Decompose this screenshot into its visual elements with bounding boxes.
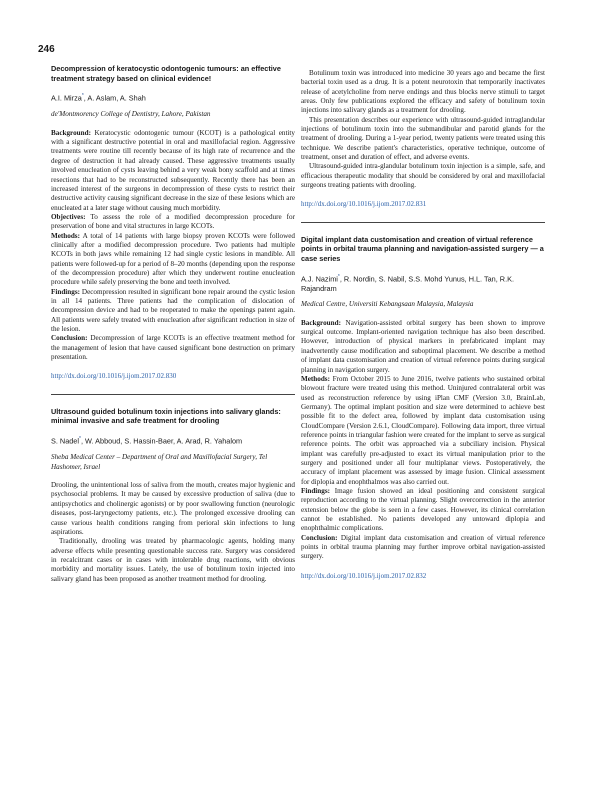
article-title: Decompression of keratocystic odontogenic tumours: an effective treatment strategy based on clinical evidence! [51,64,281,83]
doi-link[interactable]: http://dx.doi.org/10.1016/j.ijom.2017.02.831 [301,200,427,209]
article-authors: A.I. Mirza*, A. Aslam, A. Shah [51,93,146,103]
divider [301,222,545,223]
abstract-background: Background: Keratocystic odontogenic tumour (KCOT) is a pathological entity with a significant destructive potential in oral and maxillofacial region. Aggressive treatments were routine till recently because of its high rate of recurrence and the degree of destruction it had already caused. These aggressive treatments usually involved enucleation of cysts leaving behind a very weak bony scaffold and at times resections that had to be reconstructed subsequently. Recently there has been an increased interest of the surgeons in decompression of these cysts to restrict their destructive activity causing significant decrease in the size of these lesions which are enucleated at a later stage without causing much morbidity. [51,128,295,212]
abstract-findings: Findings: Image fusion showed an ideal positioning and consistent surgical reproduction according to the virtual planning. Slight overcorrection in the anterior extension below the globe is seen in a few cases. However, its clinical correlation cannot be established. No patients developed any untoward diplopia and enophthalmic complications. [301,486,545,533]
abstract-background: Background: Navigation-assisted orbital surgery has been shown to improve surgical outcome. Implant-oriented navigation technique has also been described. However, introduction of physical markers in prefabricated implant may inadvertently cause modification and suboptimal placement. We describe a method of implant data customisation and creation of virtual reference points during surgical planning in navigation surgery. [301,318,545,374]
abstract-methods: Methods: From October 2015 to June 2016, twelve patients who sustained orbital blowout fracture were treated using this method. Uninjured contralateral orbit was used as reconstruction reference by using iPlan CMF (Version 3.0, BrainLab, Germany). The optimal implant position and size were determined to achieve best possible fit to the defect area, followed by implant data customisation using CloudCompare (Version 2.6.1, CloudCompare). Following data import, three virtual reference points in triangular fashion were created for the implant to serve as surgical reference points. The orbit was approached via a subciliary incision. Physical implant was carefully pre-adjusted to exact its virtual manipulation prior to the surgery and positioned under all four multiplanar views. Postoperatively, the accuracy of implant placement was assessed by image fusion. Clinical assessment for diplopia and enophthalmos was also carried out. [301,374,545,486]
body-paragraph: This presentation describes our experience with ultrasound-guided intraglandular injections of botulinum toxin into the submandibular and parotid glands for the treatment of drooling. During a 1-year period, twenty patients were treated using this technique. We describe patient's characteristics, operative technique, outcome of treatment, onset and duration of effect, and adverse events. [301,115,545,162]
right-column [301,69,545,581]
abstract-methods: Methods: A total of 14 patients with large biopsy proven KCOTs were followed clinically after a modified decompression procedure. Two patients had multiple KCOTs in both jaws while remaining 12 had single cystic lesions in mandible. All patients were followed-up for a period of 8–20 months (depending upon the response of the decompression procedure) after which they underwent routine enucleation procedure while safely preserving the bone and teeth involved. [51,231,295,287]
corresponding-author-mark[interactable]: * [79,435,81,442]
body-paragraph: Botulinum toxin was introduced into medicine 30 years ago and became the first bacterial toxin used as a drug. It is a potent neurotoxin that temporarily inactivates release of acetylcholine from nerve endings and thus blocks nerve stimuli to target areas. Only few publications explored the efficacy and safety of botulinum toxin injections into salivary glands as a treatment for drooling. [301,69,545,115]
page-number: 246 [38,44,55,55]
corresponding-author-mark[interactable]: * [337,273,340,280]
abstract-conclusion: Conclusion: Decompression of large KCOTs is an effective treatment method for the management of lesion that have caused significant bone destruction on primary presentation. [51,334,295,362]
divider [51,394,295,395]
body-paragraph: Ultrasound-guided intra-glandular botulinum toxin injection is a simple, safe, and efficacious therapeutic modality that should be considered by oral and maxillofacial surgeons treating patients with drooling. [301,162,545,190]
doi-link[interactable]: http://dx.doi.org/10.1016/j.ijom.2017.02.832 [301,571,427,580]
corresponding-author-mark[interactable]: * [81,93,84,100]
article-title: Ultrasound guided botulinum toxin injections into salivary glands: minimal invasive and safe treatment for drooling [51,406,281,426]
doi-link[interactable]: http://dx.doi.org/10.1016/j.ijom.2017.02.830 [51,372,177,381]
article-title: Digital implant data customisation and creation of virtual reference points in orbital trauma planning and navigation-assisted surgery — a case series [301,234,544,263]
abstract-findings: Findings: Decompression resulted in significant bone repair around the cystic lesion in all 14 patients. Three patients had the complication of dislocation of decompression device and had to be reoperated to make the openings patent again. All patients were safely treated with enucleation after significant reduction in size of the lesion. [51,287,295,334]
body-paragraph: Traditionally, drooling was treated by pharmacologic agents, holding many adverse effects while presenting questionable success rate. Surgery was considered in recalcitrant cases or in cases with intolerable drug reactions, with obvious morbidity and mortality issues. Lately, the use of botulinum toxin injected into salivary gland has been proposed as another treatment method for drooling. [51,537,295,583]
article-affiliation: de'Montmorency College of Dentistry, Lahore, Pakistan [51,110,211,119]
left-column [51,64,295,584]
article-authors: A.J. Nazimi*, R. Nordin, S. Nabil, S.S. Mohd Yunus, H.L. Tan, R.K. Rajandram [301,273,514,293]
abstract-objectives: Objectives: To assess the role of a modified decompression procedure for preservation of bone and vital structures in large KCOTs. [51,212,295,231]
body-paragraph: Drooling, the unintentional loss of saliva from the mouth, creates major hygienic and psychosocial problems. It may be caused by excessive production of saliva (due to antipsychotics and cholinergic agonists) or by poor swallowing function (neurologic diseases, post-laryngectomy patients, etc.). The prolonged excessive drooling can cause various health conditions ranging from perioral skin infections to lung aspirations. [51,481,295,536]
article-authors: S. Nadel*, W. Abboud, S. Hassin-Baer, A. Arad, R. Yahalom [51,435,243,446]
article-affiliation: Sheba Medical Center – Department of Oral and Maxillofacial Surgery, Tel Hashomer, Israel [51,452,268,471]
abstract-conclusion: Conclusion: Digital implant data customisation and creation of virtual reference points in orbital trauma planning may further improve orbital navigation-assisted surgery. [301,533,545,561]
article-affiliation: Medical Centre, Universiti Kebangsaan Malaysia, Malaysia [301,300,474,309]
